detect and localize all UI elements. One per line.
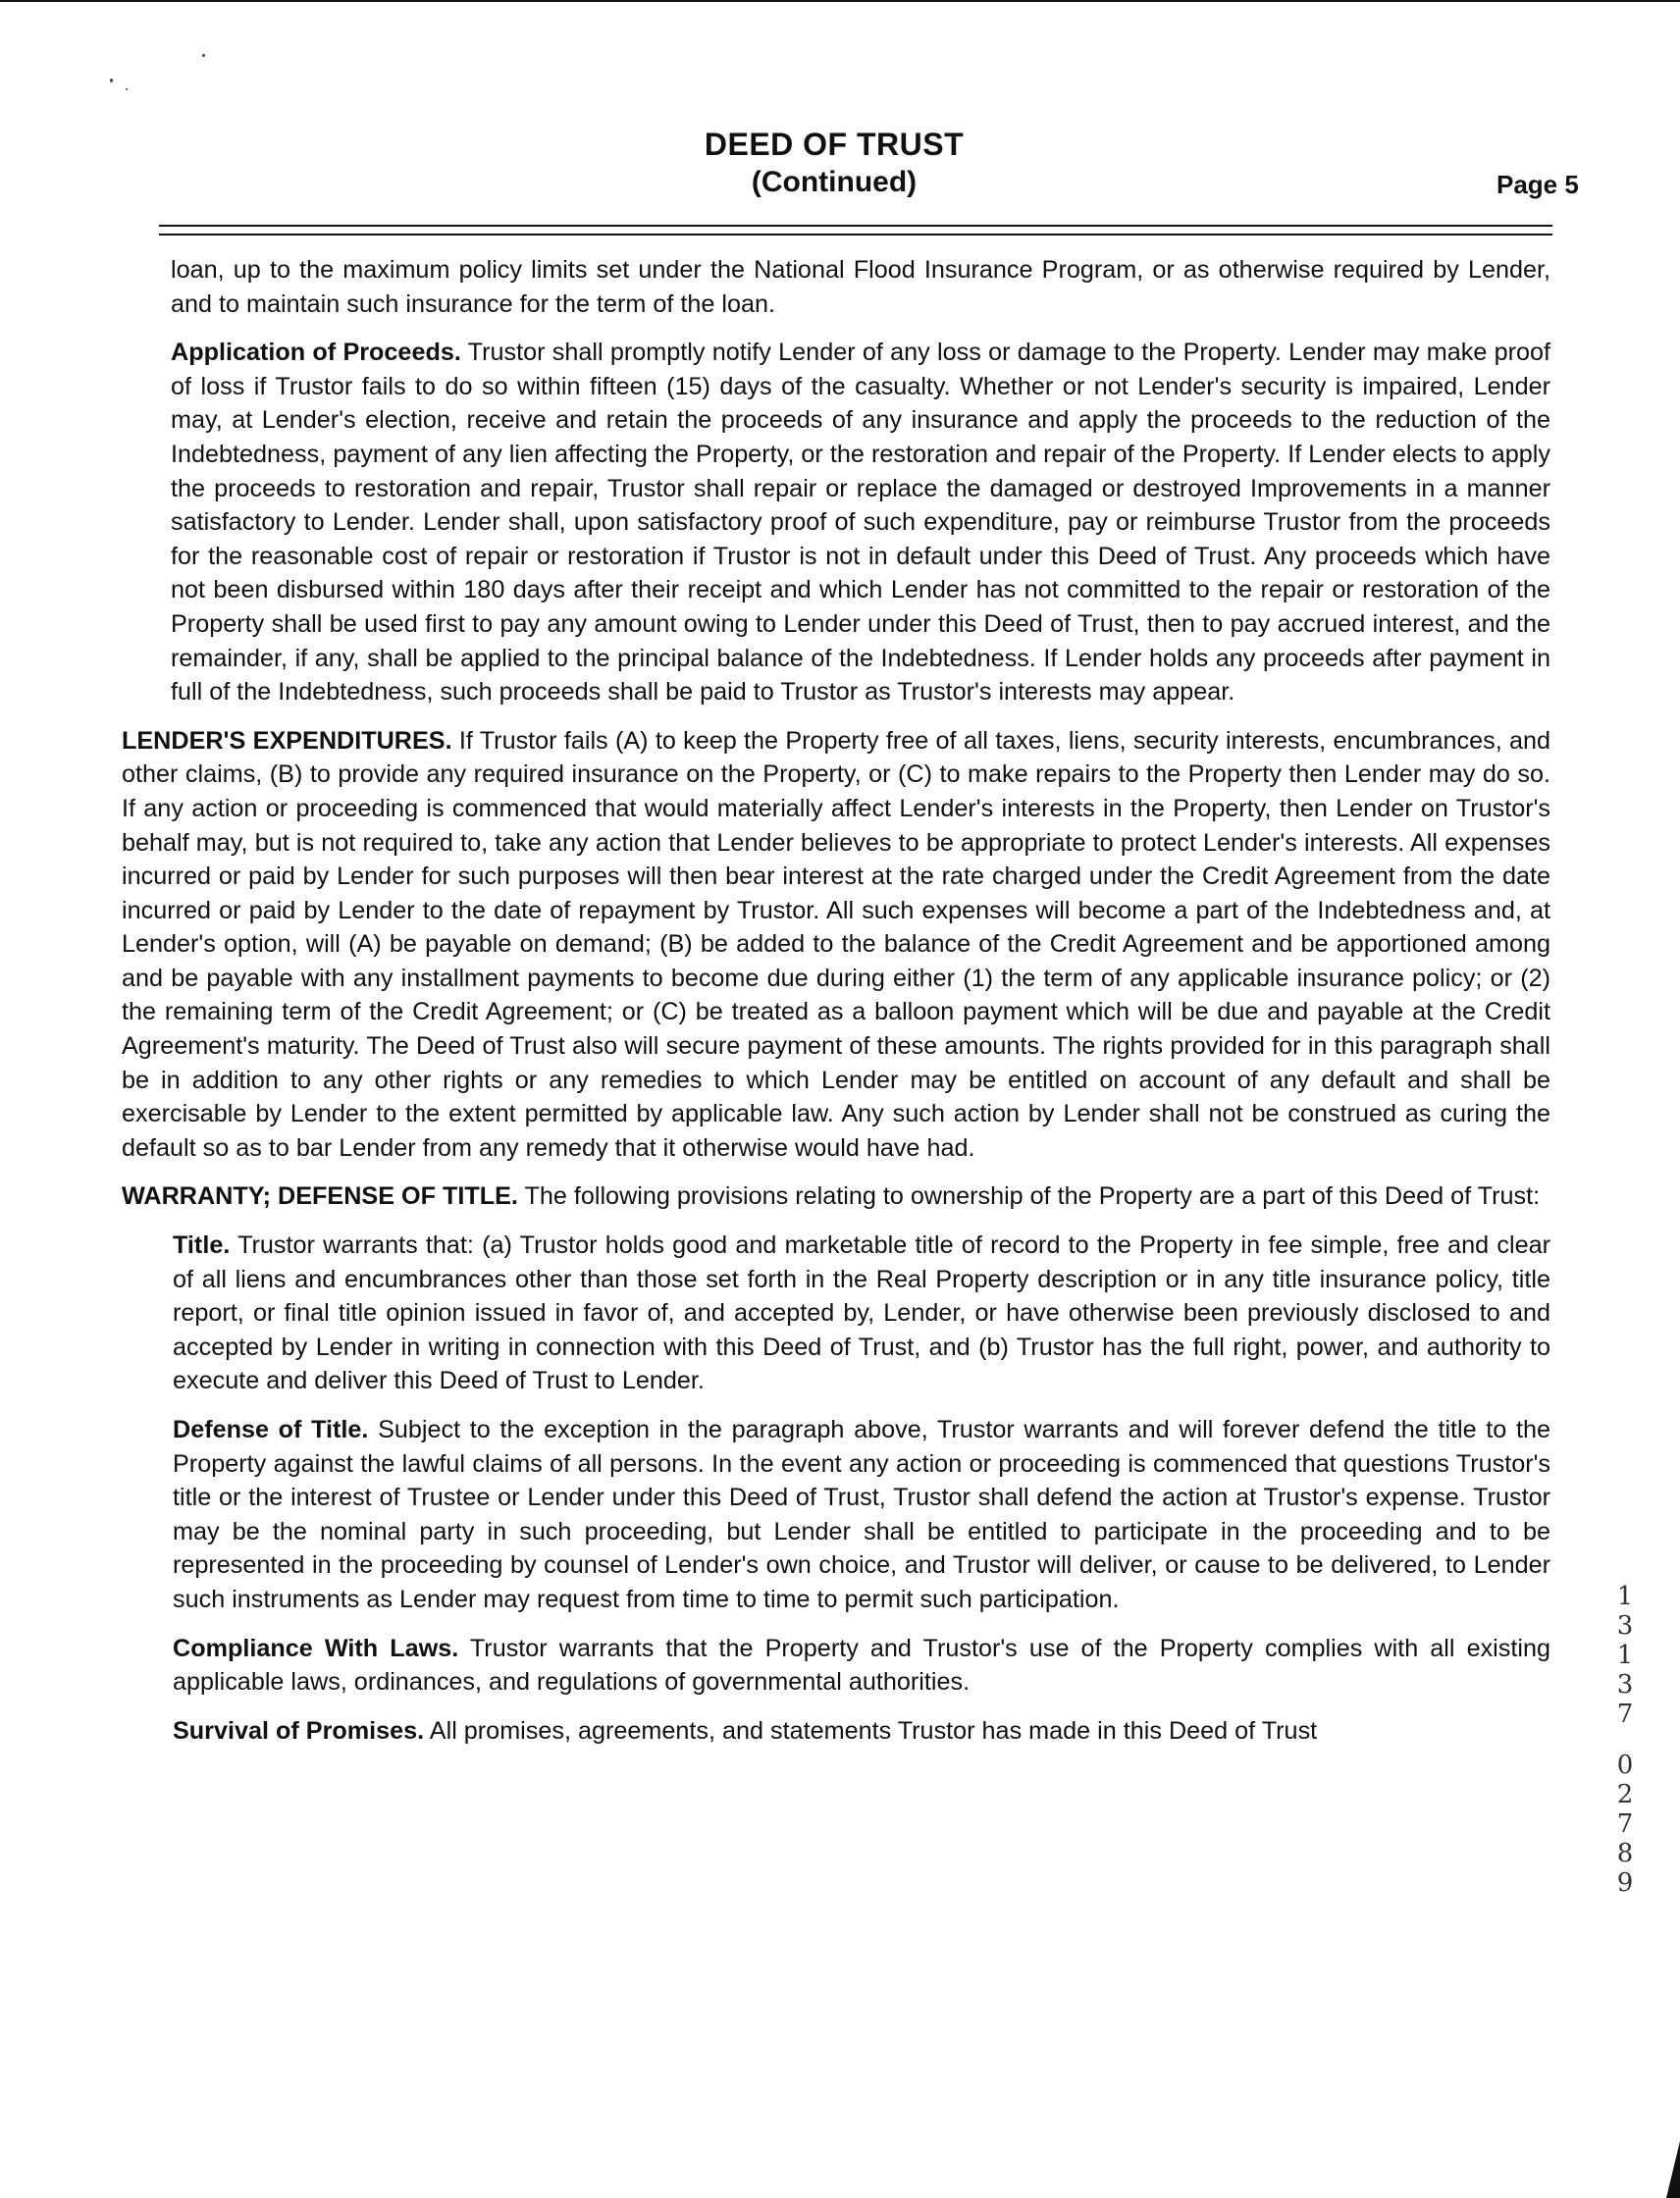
section-heading: Defense of Title. xyxy=(173,1416,369,1443)
section-heading: WARRANTY; DEFENSE OF TITLE. xyxy=(122,1182,518,1211)
stamp-digit: 8 xyxy=(1616,1839,1634,1868)
header-rule-top xyxy=(159,225,1552,227)
page-corner-mark xyxy=(1666,2141,1680,2198)
section-heading: Compliance With Laws. xyxy=(173,1634,459,1662)
scan-speck xyxy=(202,54,205,57)
stamp-digit: 7 xyxy=(1616,1809,1634,1839)
section-heading: LENDER'S EXPENDITURES. xyxy=(122,726,452,755)
stamp-gap xyxy=(1611,1729,1639,1751)
paragraph-text: The following provisions relating to ownership of the Property are a part of this Deed of Trust: xyxy=(517,1182,1541,1211)
paragraph-application-of-proceeds xyxy=(169,336,1550,709)
paragraph-text: loan, up to the maximum policy limits set under the National Flood Insurance Program, or as otherwise required by Lender, and to maintain such insurance for the term of the loan. xyxy=(171,256,1550,318)
paragraph-text: Trustor warrants that the Property and Trustor's use of the Property complies with all existing applicable laws, ordinances, and regulations of governmental authorities. xyxy=(173,1634,1550,1697)
paragraph-lenders-expenditures xyxy=(122,724,1550,1166)
paragraph-text: If Trustor fails (A) to keep the Property free of all taxes, liens, security interests, encumbrances, and other claims, (B) to provide any required insurance on the Property, or (C) to make repairs to the Property then Lender may do so. If any action or proceeding is commenced that would materially affect Lender's interests in the Property, then Lender on Trustor's behalf may, but is not required to, take any action that Lender believes to be appropriate to protect Lender's interests. All expenses incurred or paid by Lender for such purposes will then bear interest at the rate charged under the Credit Agreement from the date incurred or paid by Lender to the date of repayment by Trustor. All such expenses will become a part of the Indebtedness and, at Lender's option, will (A) be payable on demand; (B) be added to the balance of the Credit Agreement and be apportioned among and be payable with any installment payments to become due during either (1) the term of any applicable insurance policy; or (2) the remaining term of the Credit Agreement; or (C) be treated as a balloon payment which will be due and payable at the Credit Agreement's maturity. The Deed of Trust also will secure payment of these amounts. The rights provided for in this paragraph shall be in addition to any other rights or any remedies to which Lender may be entitled on account of any default and shall be exercisable by Lender to the extent permitted by applicable law. Any such action by Lender shall not be construed as curing the default so as to bar Lender from any remedy that it otherwise would have had. xyxy=(122,726,1551,1162)
document-subtitle: (Continued) xyxy=(751,166,918,198)
paragraph-defense-of-title xyxy=(169,1413,1550,1617)
paragraph-flood-insurance xyxy=(169,253,1550,321)
paragraph-warranty-defense-of-title xyxy=(122,1179,1550,1214)
stamp-digit: 2 xyxy=(1616,1780,1634,1809)
section-heading: Application of Proceeds. xyxy=(171,339,461,367)
document-header xyxy=(0,123,1680,201)
stamp-digit: 9 xyxy=(1616,1868,1634,1898)
page-number: Page 5 xyxy=(1496,170,1579,199)
stamp-digit: 7 xyxy=(1616,1700,1634,1729)
paragraph-title xyxy=(169,1229,1550,1398)
header-rule-bottom xyxy=(159,234,1552,236)
paragraph-text: All promises, agreements, and statements Trustor has made in this Deed of Trust xyxy=(424,1716,1318,1745)
scan-speck xyxy=(110,78,113,82)
stamp-digit: 1 xyxy=(1616,1641,1634,1670)
document-body xyxy=(122,253,1551,1762)
paragraph-compliance-with-laws xyxy=(169,1632,1550,1700)
section-heading: Survival of Promises. xyxy=(173,1716,425,1745)
paragraph-text: Subject to the exception in the paragraph above, Trustor warrants and will forever defend the title to the Property against the lawful claims of all persons. In the event any action or proceeding is commenced that questions Trustor's title or the interest of Trustee or Lender under this Deed of Trust, Trustor shall defend the action at Trustor's expense. Trustor may be the nominal party in such proceeding, but Lender shall be entitled to participate in the proceeding and to be represented in the proceeding by counsel of Lender's own choice, and Trustor will deliver, or cause to be delivered, to Lender such instruments as Lender may request from time to time to permit such participation. xyxy=(173,1416,1550,1613)
section-heading: Title. xyxy=(173,1231,231,1260)
scan-speck xyxy=(126,88,128,90)
top-edge-rule xyxy=(0,0,1680,2)
stamp-digit: 3 xyxy=(1616,1611,1634,1641)
recording-number-stamp xyxy=(1611,1582,1639,1898)
document-title: DEED OF TRUST xyxy=(704,127,965,162)
stamp-digit: 3 xyxy=(1616,1670,1634,1700)
paragraph-text: Trustor warrants that: (a) Trustor holds good and marketable title of record to the Property in fee simple, free and clear of all liens and encumbrances other than those set forth in the Real Property description or in any title insurance policy, title report, or final title opinion issued in favor of, and accepted by, Lender, or have otherwise been previously disclosed to and accepted by Lender in writing in connection with this Deed of Trust, and (b) Trustor has the full right, power, and authority to execute and deliver this Deed of Trust to Lender. xyxy=(173,1231,1550,1395)
paragraph-survival-of-promises xyxy=(169,1714,1550,1749)
stamp-digit: 0 xyxy=(1616,1751,1634,1780)
stamp-digit: 1 xyxy=(1616,1582,1634,1611)
paragraph-text: Trustor shall promptly notify Lender of any loss or damage to the Property. Lender may make proof of loss if Trustor fails to do so within fifteen (15) days of the casualty. Whether or not Lender's security is impaired, Lender may, at Lender's election, receive and retain the proceeds of any insurance and apply the proceeds to the reduction of the Indebtedness, payment of any lien affecting the Property, or the restoration and repair of the Property. If Lender elects to apply the proceeds to restoration and repair, Trustor shall repair or replace the damaged or destroyed Improvements in a manner satisfactory to Lender. Lender shall, upon satisfactory proof of such expenditure, pay or reimburse Trustor from the proceeds for the reasonable cost of repair or restoration if Trustor is not in default under this Deed of Trust. Any proceeds which have not been disbursed within 180 days after their receipt and which Lender has not committed to the repair or restoration of the Property shall be used first to pay any amount owing to Lender under this Deed of Trust, then to pay accrued interest, and the remainder, if any, shall be applied to the principal balance of the Indebtedness. If Lender holds any proceeds after payment in full of the Indebtedness, such proceeds shall be paid to Trustor as Trustor's interests may appear. xyxy=(171,339,1551,706)
